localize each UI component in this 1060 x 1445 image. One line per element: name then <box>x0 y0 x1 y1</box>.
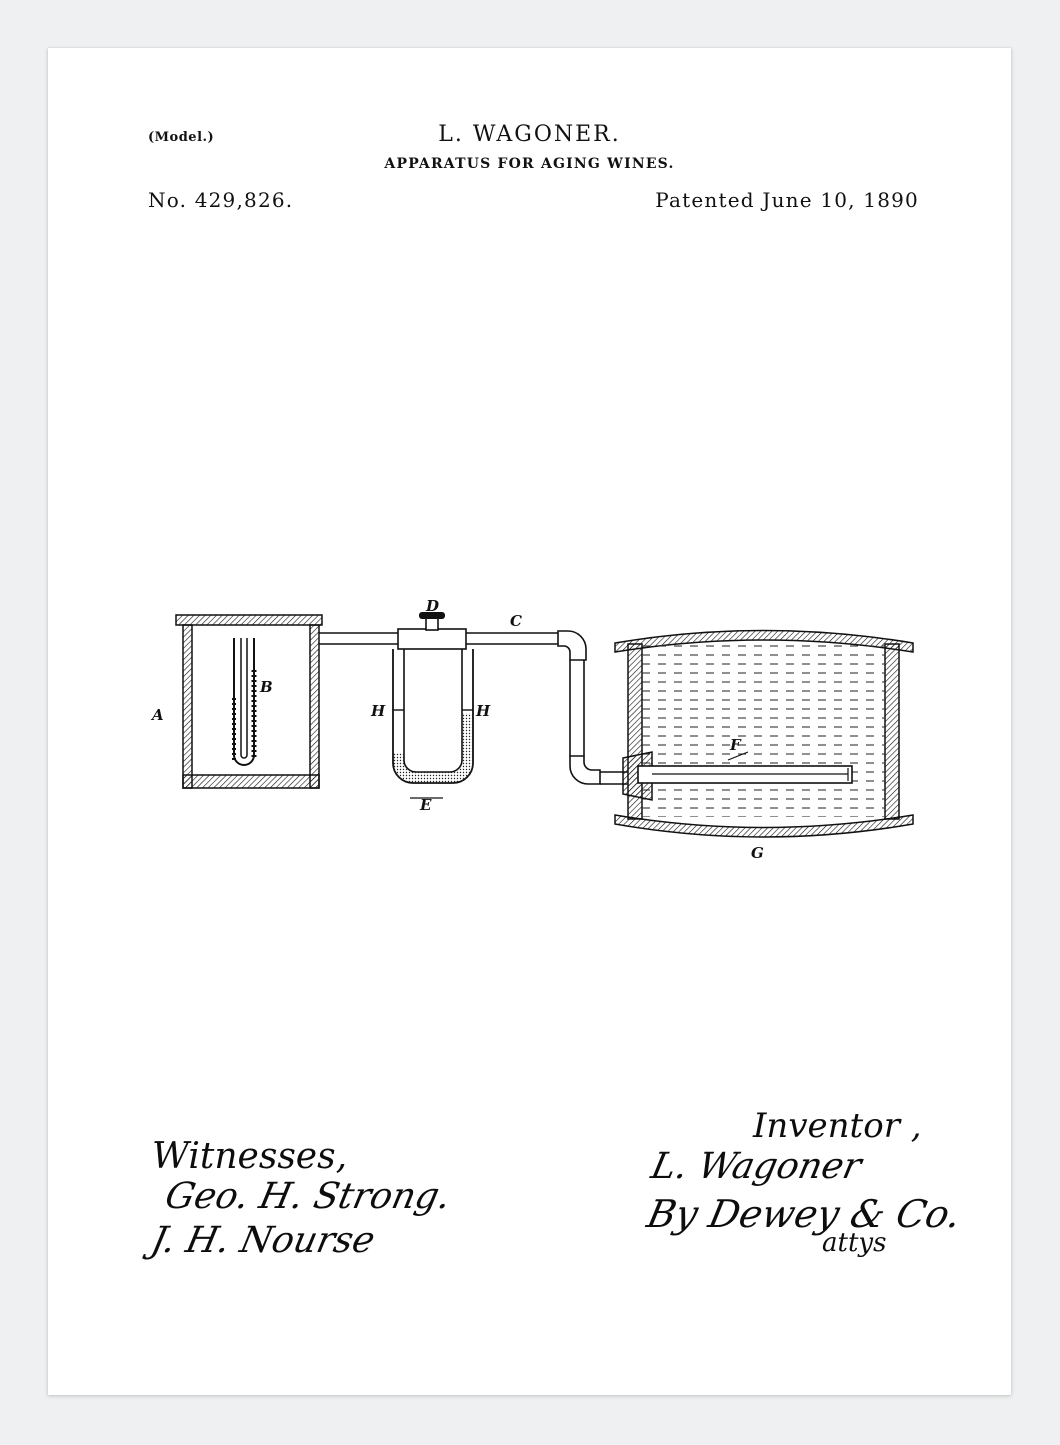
u-tube-e <box>393 649 473 798</box>
patent-sheet <box>48 48 1011 1395</box>
inventor-label: Inventor , <box>753 1106 922 1146</box>
label-a: A <box>152 706 164 724</box>
label-f: F <box>730 736 741 754</box>
model-label: (Model.) <box>148 130 215 145</box>
inventor-name-heading: L. WAGONER. <box>438 122 621 147</box>
witnesses-label: Witnesses, <box>152 1136 348 1177</box>
label-g: G <box>751 844 764 862</box>
patent-title: APPARATUS FOR AGING WINES. <box>384 156 675 172</box>
label-h-left: H <box>371 702 386 720</box>
patent-date: Patented June 10, 1890 <box>655 188 919 212</box>
patent-number: No. 429,826. <box>148 188 294 212</box>
attorney-signature: By Dewey & Co. <box>643 1192 965 1236</box>
witness-signature-2: J. H. Nourse <box>147 1220 379 1261</box>
label-h-right: H <box>476 702 491 720</box>
barrel-g <box>615 631 913 838</box>
label-c: C <box>510 612 522 630</box>
tube-b <box>234 638 254 765</box>
label-e: E <box>420 796 432 814</box>
label-d: D <box>426 597 440 615</box>
inventor-signature: L. Wagoner <box>647 1146 865 1187</box>
witness-signature-1: Geo. H. Strong. <box>161 1176 455 1217</box>
attorney-suffix: attys <box>822 1228 887 1258</box>
label-b: B <box>260 678 273 696</box>
tank-a <box>176 615 322 788</box>
